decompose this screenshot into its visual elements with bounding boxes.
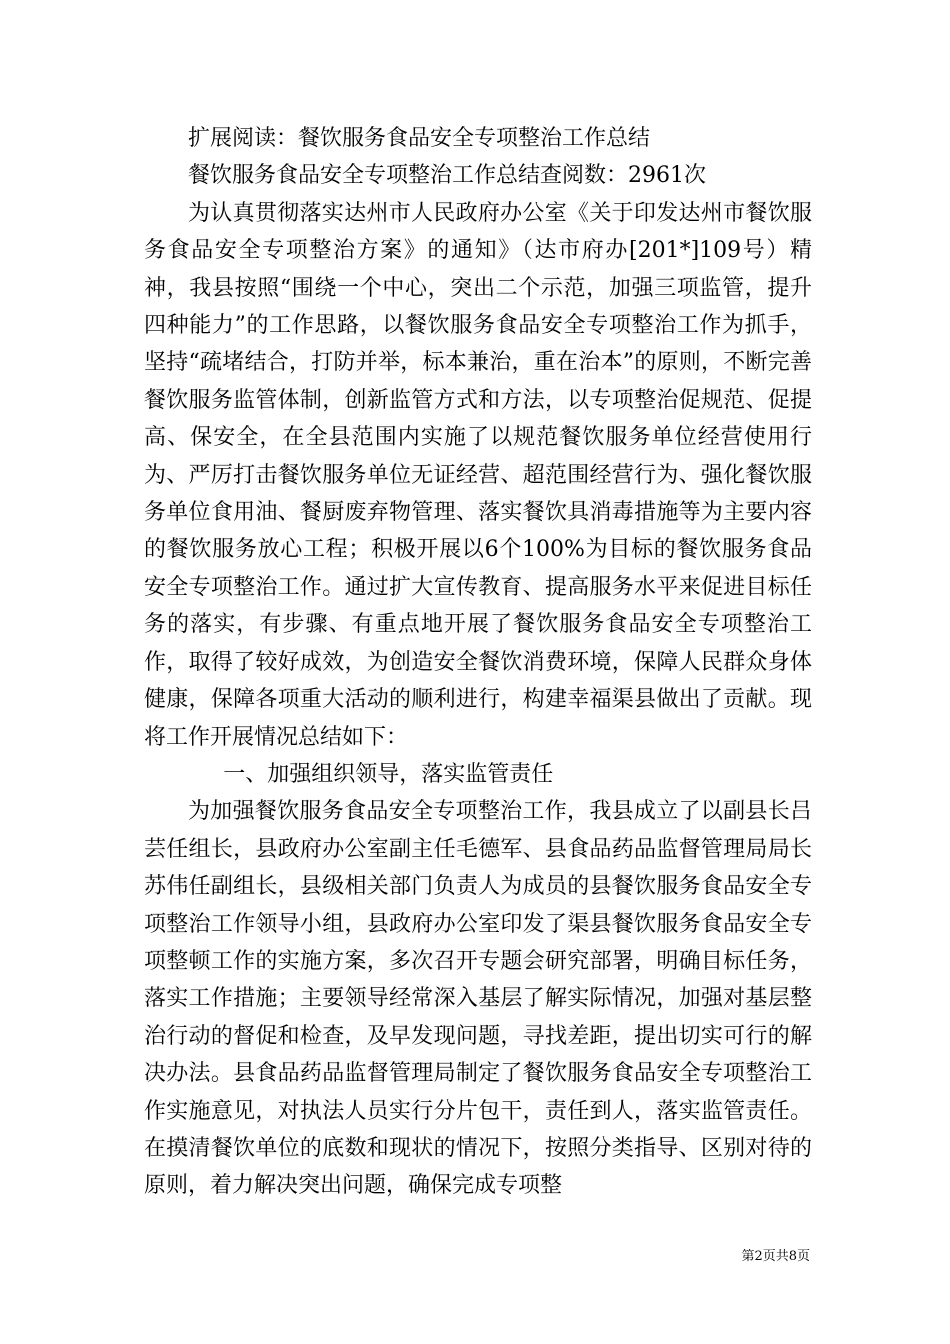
section-paragraph: 为加强餐饮服务食品安全专项整治工作，我县成立了以副县长吕芸任组长，县政府办公室副主任毛德军、县食品药品监督管理局局长苏伟任副组长，县级相关部门负责人为成员的县餐饮服务食品安全专项整治工作领导小组，县政府办公室印发了渠县餐饮服务食品安全专项整顿工作的实施方案，多次召开专题会研究部署，明确目标任务，落实工作措施；主要领导经常深入基层了解实际情况，加强对基层整治行动的督促和检查，及早发现问题，寻找差距，提出切实可行的解决办法。县食品药品监督管理局制定了餐饮服务食品安全专项整治工作实施意见，对执法人员实行分片包干，责任到人，落实监管责任。在摸清餐饮单位的底数和现状的情况下，按照分类指导、区别对待的原则，着力解决突出问题，确保完成专项整 — [144, 799, 812, 1199]
page-number: 第2页共8页 — [741, 1249, 810, 1264]
section-heading: 一、加强组织领导，落实监管责任 — [223, 761, 554, 787]
extended-reading-title: 扩展阅读：餐饮服务食品安全专项整治工作总结 — [188, 126, 651, 151]
view-count-line: 餐饮服务食品安全专项整治工作总结查阅数：2961次 — [188, 163, 706, 189]
intro-paragraph: 为认真贯彻落实达州市人民政府办公室《关于印发达州市餐饮服务食品安全专项整治方案》的通知》（达市府办[201*]109号）精神，我县按照“围绕一个中心，突出二个示范，加强三项监管，提升四种能力”的工作思路，以餐饮服务食品安全专项整治工作为抓手，坚持“疏堵结合，打防并举，标本兼治，重在治本”的原则，不断完善餐饮服务监管体制，创新监管方式和方法，以专项整治促规范、促提高、保安全，在全县范围内实施了以规范餐饮服务单位经营使用行为、严厉打击餐饮服务单位无证经营、超范围经营行为、强化餐饮服务单位食用油、餐厨废弃物管理、落实餐饮具消毒措施等为主要内容的餐饮服务放心工程；积极开展以6个100%为目标的餐饮服务食品安全专项整治工作。通过扩大宣传教育、提高服务水平来促进目标任务的落实，有步骤、有重点地开展了餐饮服务食品安全专项整治工作，取得了较好成效，为创造安全餐饮消费环境，保障人民群众身体健康，保障各项重大活动的顺利进行，构建幸福渠县做出了贡献。现将工作开展情况总结如下： — [144, 200, 812, 750]
document-body — [144, 120, 812, 1205]
